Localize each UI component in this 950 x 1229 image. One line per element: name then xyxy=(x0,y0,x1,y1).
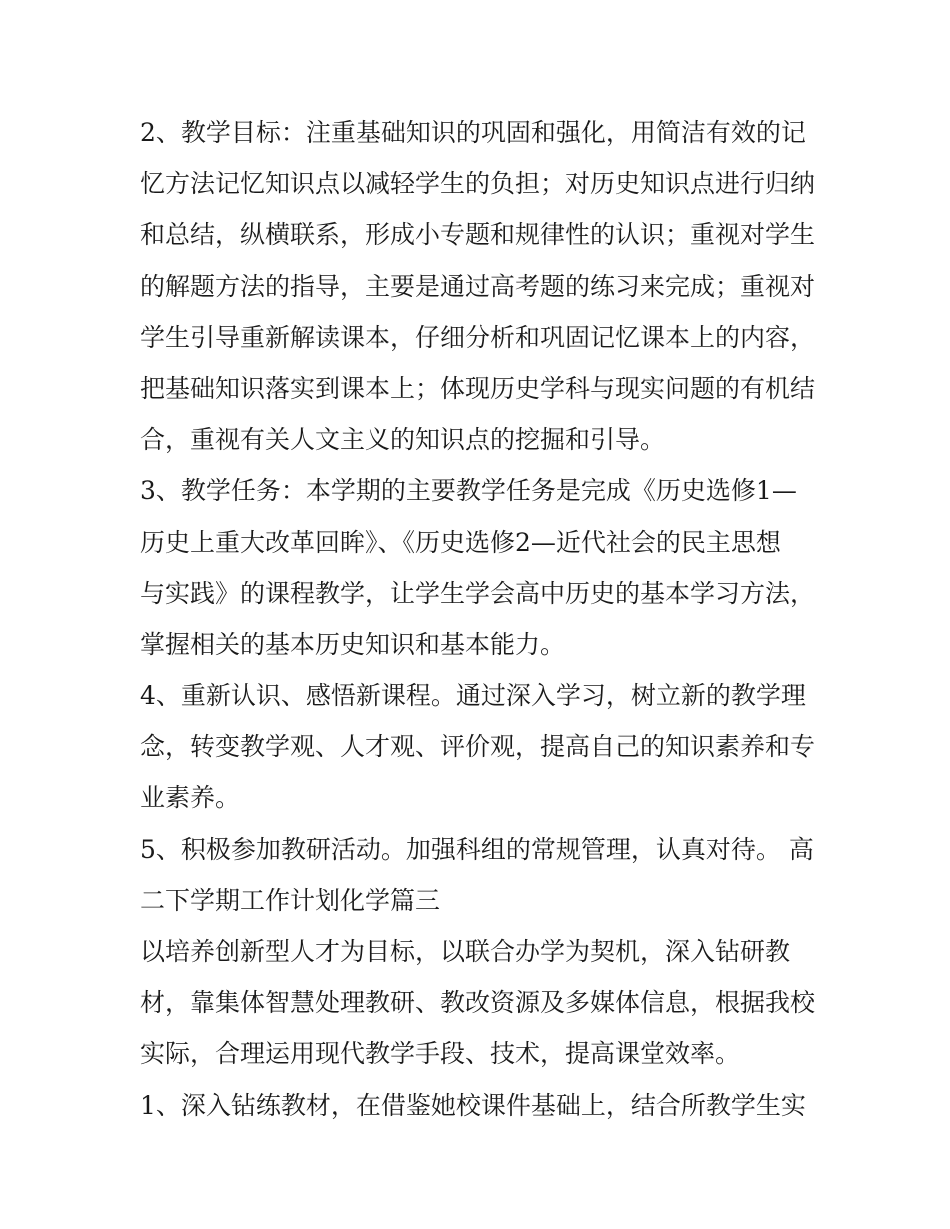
text-line: 把基础知识落实到课本上；体现历史学科与现实问题的有机结 xyxy=(140,373,816,403)
text-line: 历史上重大改革回眸》、《历史选修2—近代社会的民主思想 xyxy=(140,527,781,557)
text-line: 念，转变教学观、人才观、评价观，提高自己的知识素养和专 xyxy=(140,732,816,762)
text-line: 忆方法记忆知识点以减轻学生的负担；对历史知识点进行归纳 xyxy=(140,169,816,199)
text-line: 实际，合理运用现代教学手段、技术，提高课堂效率。 xyxy=(140,1039,741,1069)
text-line: 2、教学目标：注重基础知识的巩固和强化，用简洁有效的记 xyxy=(140,118,806,147)
text-line: 二下学期工作计划化学篇三 xyxy=(140,885,441,915)
text-line: 合，重视有关人文主义的知识点的挖掘和引导。 xyxy=(140,425,666,455)
text-line: 3、教学任务：本学期的主要教学任务是完成《历史选修1— xyxy=(140,476,797,506)
text-line: 以培养创新型人才为目标，以联合办学为契机，深入钻研教 xyxy=(140,937,791,966)
text-line: 业素养。 xyxy=(140,783,241,813)
text-line: 学生引导重新解读课本，仔细分析和巩固记忆课本上的内容， xyxy=(140,322,816,352)
text-line: 的解题方法的指导，主要是通过高考题的练习来完成；重视对 xyxy=(140,271,816,301)
text-line: 4、重新认识、感悟新课程。通过深入学习，树立新的教学理 xyxy=(140,681,806,711)
text-line: 5、积极参加教研活动。加强科组的常规管理，认真对待。 高 xyxy=(140,834,814,864)
text-line: 与实践》的课程教学，让学生学会高中历史的基本学习方法， xyxy=(140,578,816,608)
text-line: 材，靠集体智慧处理教研、教改资源及多媒体信息，根据我校 xyxy=(140,988,816,1018)
document-body xyxy=(140,107,820,1131)
text-line: 1、深入钻练教材，在借鉴她校课件基础上，结合所教学生实 xyxy=(140,1090,806,1120)
text-line: 和总结，纵横联系，形成小专题和规律性的认识；重视对学生 xyxy=(140,220,816,250)
text-line: 掌握相关的基本历史知识和基本能力。 xyxy=(140,629,566,659)
